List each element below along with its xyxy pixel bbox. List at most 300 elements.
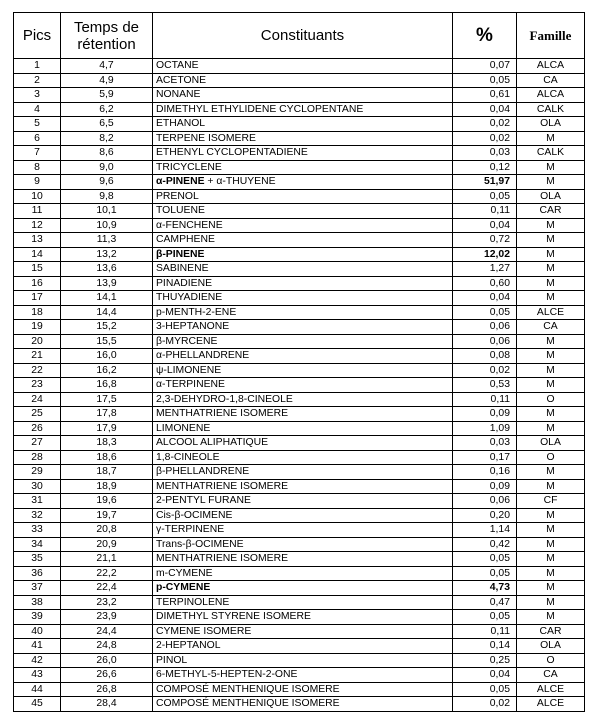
cell-pic: 4 xyxy=(14,102,61,117)
cell-percent: 0,04 xyxy=(453,291,517,306)
cell-famille: M xyxy=(517,233,585,248)
cell-percent: 4,73 xyxy=(453,581,517,596)
constituant-name: Trans-β-OCIMENE xyxy=(156,538,244,550)
constituant-name: COMPOSÉ MENTHENIQUE ISOMERE xyxy=(156,683,340,695)
cell-temps-retention: 19,7 xyxy=(61,508,153,523)
table-row xyxy=(14,73,585,88)
cell-percent: 0,25 xyxy=(453,653,517,668)
cell-temps-retention: 17,8 xyxy=(61,407,153,422)
cell-temps-retention: 13,2 xyxy=(61,247,153,262)
cell-percent: 0,08 xyxy=(453,349,517,364)
cell-temps-retention: 13,6 xyxy=(61,262,153,277)
constituant-extra: + α-THUYENE xyxy=(204,176,276,188)
table-row xyxy=(14,465,585,480)
cell-famille: M xyxy=(517,131,585,146)
table-row xyxy=(14,233,585,248)
header-constituants: Constituants xyxy=(153,13,453,59)
table-row xyxy=(14,363,585,378)
cell-temps-retention: 14,1 xyxy=(61,291,153,306)
cell-temps-retention: 14,4 xyxy=(61,305,153,320)
cell-percent: 1,27 xyxy=(453,262,517,277)
cell-temps-retention: 18,6 xyxy=(61,450,153,465)
cell-percent: 0,14 xyxy=(453,639,517,654)
cell-famille: M xyxy=(517,378,585,393)
table-row xyxy=(14,552,585,567)
cell-famille: M xyxy=(517,160,585,175)
table-row xyxy=(14,59,585,74)
cell-temps-retention: 4,9 xyxy=(61,73,153,88)
cell-temps-retention: 18,3 xyxy=(61,436,153,451)
table-body xyxy=(14,59,585,712)
header-temps-line2: rétention xyxy=(77,35,136,53)
cell-percent: 0,17 xyxy=(453,450,517,465)
cell-pic: 40 xyxy=(14,624,61,639)
cell-pic: 17 xyxy=(14,291,61,306)
constituant-name: PRENOL xyxy=(156,190,199,202)
constituant-name: TRICYCLENE xyxy=(156,161,222,173)
constituant-name: 2-HEPTANOL xyxy=(156,640,221,652)
constituant-name: 1,8-CINEOLE xyxy=(156,451,220,463)
constituant-name: p-CYMENE xyxy=(156,582,211,594)
constituant-name: MENTHATRIENE ISOMERE xyxy=(156,408,289,420)
constituant-name: TERPINOLENE xyxy=(156,596,230,608)
cell-temps-retention: 5,9 xyxy=(61,88,153,103)
cell-pic: 33 xyxy=(14,523,61,538)
cell-constituant xyxy=(153,682,453,697)
cell-pic: 26 xyxy=(14,421,61,436)
cell-constituant xyxy=(153,639,453,654)
table-row xyxy=(14,131,585,146)
table-row xyxy=(14,407,585,422)
constituant-name: PINOL xyxy=(156,654,188,666)
cell-constituant xyxy=(153,189,453,204)
cell-famille: ALCA xyxy=(517,59,585,74)
cell-pic: 43 xyxy=(14,668,61,683)
table-row xyxy=(14,146,585,161)
cell-constituant xyxy=(153,73,453,88)
cell-percent: 0,11 xyxy=(453,624,517,639)
cell-pic: 23 xyxy=(14,378,61,393)
cell-famille: M xyxy=(517,479,585,494)
cell-famille: CF xyxy=(517,494,585,509)
cell-pic: 31 xyxy=(14,494,61,509)
table-row xyxy=(14,595,585,610)
cell-constituant xyxy=(153,349,453,364)
cell-pic: 18 xyxy=(14,305,61,320)
cell-temps-retention: 16,2 xyxy=(61,363,153,378)
table-row xyxy=(14,537,585,552)
cell-constituant xyxy=(153,262,453,277)
cell-famille: CAR xyxy=(517,624,585,639)
cell-percent: 0,06 xyxy=(453,320,517,335)
table-row xyxy=(14,262,585,277)
constituant-name: OCTANE xyxy=(156,60,199,72)
cell-famille: M xyxy=(517,537,585,552)
cell-pic: 29 xyxy=(14,465,61,480)
cell-percent: 12,02 xyxy=(453,247,517,262)
cell-famille: ALCE xyxy=(517,305,585,320)
cell-constituant xyxy=(153,436,453,451)
cell-temps-retention: 4,7 xyxy=(61,59,153,74)
cell-pic: 22 xyxy=(14,363,61,378)
constituant-name: β-MYRCENE xyxy=(156,335,218,347)
cell-percent: 0,02 xyxy=(453,117,517,132)
cell-famille: CAR xyxy=(517,204,585,219)
cell-percent: 0,16 xyxy=(453,465,517,480)
cell-pic: 24 xyxy=(14,392,61,407)
table-row xyxy=(14,450,585,465)
cell-temps-retention: 8,6 xyxy=(61,146,153,161)
cell-pic: 15 xyxy=(14,262,61,277)
cell-constituant xyxy=(153,88,453,103)
cell-constituant xyxy=(153,552,453,567)
constituant-name: DIMETHYL ETHYLIDENE CYCLOPENTANE xyxy=(156,103,364,115)
cell-pic: 20 xyxy=(14,334,61,349)
constituant-name: 2,3-DEHYDRO-1,8-CINEOLE xyxy=(156,393,293,405)
constituant-name: Cis-β-OCIMENE xyxy=(156,509,233,521)
table-row xyxy=(14,88,585,103)
cell-temps-retention: 19,6 xyxy=(61,494,153,509)
header-row xyxy=(14,13,585,59)
cell-temps-retention: 22,2 xyxy=(61,566,153,581)
table-row xyxy=(14,697,585,712)
cell-temps-retention: 6,5 xyxy=(61,117,153,132)
cell-pic: 12 xyxy=(14,218,61,233)
table-row xyxy=(14,160,585,175)
cell-famille: CALK xyxy=(517,146,585,161)
constituant-name: ETHANOL xyxy=(156,118,206,130)
table-row xyxy=(14,653,585,668)
cell-temps-retention: 6,2 xyxy=(61,102,153,117)
cell-famille: M xyxy=(517,595,585,610)
cell-famille: M xyxy=(517,291,585,306)
cell-pic: 44 xyxy=(14,682,61,697)
constituant-name: β-PINENE xyxy=(156,248,205,260)
header-temps-line1: Temps de xyxy=(73,18,140,36)
table-row xyxy=(14,479,585,494)
header-temps-retention xyxy=(61,13,153,59)
cell-temps-retention: 23,9 xyxy=(61,610,153,625)
cell-famille: OLA xyxy=(517,117,585,132)
cell-famille: M xyxy=(517,610,585,625)
cell-famille: M xyxy=(517,218,585,233)
cell-percent: 0,02 xyxy=(453,363,517,378)
cell-temps-retention: 9,6 xyxy=(61,175,153,190)
cell-constituant xyxy=(153,305,453,320)
cell-percent: 1,14 xyxy=(453,523,517,538)
cell-percent: 0,04 xyxy=(453,218,517,233)
cell-percent: 1,09 xyxy=(453,421,517,436)
table-row xyxy=(14,639,585,654)
cell-percent: 0,04 xyxy=(453,668,517,683)
cell-constituant xyxy=(153,334,453,349)
cell-percent: 0,09 xyxy=(453,479,517,494)
table-row xyxy=(14,421,585,436)
table-row xyxy=(14,378,585,393)
cell-constituant xyxy=(153,204,453,219)
cell-constituant xyxy=(153,276,453,291)
cell-temps-retention: 28,4 xyxy=(61,697,153,712)
cell-percent: 0,11 xyxy=(453,392,517,407)
cell-pic: 41 xyxy=(14,639,61,654)
cell-famille: OLA xyxy=(517,436,585,451)
cell-constituant xyxy=(153,117,453,132)
cell-famille: M xyxy=(517,566,585,581)
cell-constituant xyxy=(153,247,453,262)
cell-pic: 28 xyxy=(14,450,61,465)
cell-pic: 16 xyxy=(14,276,61,291)
table-header xyxy=(14,13,585,59)
constituant-name: ETHENYL CYCLOPENTADIENE xyxy=(156,147,308,159)
cell-pic: 5 xyxy=(14,117,61,132)
cell-percent: 0,05 xyxy=(453,682,517,697)
cell-pic: 11 xyxy=(14,204,61,219)
cell-percent: 0,06 xyxy=(453,494,517,509)
cell-famille: CA xyxy=(517,73,585,88)
cell-temps-retention: 16,8 xyxy=(61,378,153,393)
cell-constituant xyxy=(153,479,453,494)
cell-temps-retention: 13,9 xyxy=(61,276,153,291)
cell-percent: 0,20 xyxy=(453,508,517,523)
cell-famille: M xyxy=(517,247,585,262)
cell-constituant xyxy=(153,537,453,552)
cell-percent: 0,47 xyxy=(453,595,517,610)
cell-constituant xyxy=(153,175,453,190)
cell-pic: 2 xyxy=(14,73,61,88)
cell-constituant xyxy=(153,291,453,306)
cell-pic: 38 xyxy=(14,595,61,610)
cell-pic: 19 xyxy=(14,320,61,335)
constituant-name: α-PINENE xyxy=(156,176,205,188)
cell-constituant xyxy=(153,320,453,335)
cell-constituant xyxy=(153,407,453,422)
constituant-name: TERPENE ISOMERE xyxy=(156,132,256,144)
table-row xyxy=(14,566,585,581)
cell-constituant xyxy=(153,566,453,581)
constituant-name: α-TERPINENE xyxy=(156,379,225,391)
cell-pic: 32 xyxy=(14,508,61,523)
table-row xyxy=(14,305,585,320)
cell-percent: 0,05 xyxy=(453,305,517,320)
cell-constituant xyxy=(153,494,453,509)
cell-pic: 21 xyxy=(14,349,61,364)
table-row xyxy=(14,247,585,262)
cell-constituant xyxy=(153,59,453,74)
constituant-name: CAMPHENE xyxy=(156,234,215,246)
cell-constituant xyxy=(153,233,453,248)
cell-constituant xyxy=(153,146,453,161)
constituant-name: COMPOSÉ MENTHENIQUE ISOMERE xyxy=(156,698,340,710)
cell-percent: 0,12 xyxy=(453,160,517,175)
cell-percent: 0,42 xyxy=(453,537,517,552)
constituant-name: ALCOOL ALIPHATIQUE xyxy=(156,437,269,449)
constituant-name: α-FENCHENE xyxy=(156,219,223,231)
table-row xyxy=(14,508,585,523)
cell-constituant xyxy=(153,697,453,712)
constituant-name: CYMENE ISOMERE xyxy=(156,625,252,637)
cell-percent: 0,60 xyxy=(453,276,517,291)
cell-temps-retention: 24,8 xyxy=(61,639,153,654)
cell-famille: M xyxy=(517,421,585,436)
header-pics: Pics xyxy=(14,13,61,59)
constituant-name: ψ-LIMONENE xyxy=(156,364,222,376)
cell-temps-retention: 24,4 xyxy=(61,624,153,639)
constituant-name: p-MENTH-2-ENE xyxy=(156,306,237,318)
cell-temps-retention: 20,9 xyxy=(61,537,153,552)
constituant-name: NONANE xyxy=(156,89,201,101)
constituant-name: LIMONENE xyxy=(156,422,211,434)
cell-constituant xyxy=(153,363,453,378)
cell-famille: CA xyxy=(517,668,585,683)
cell-pic: 14 xyxy=(14,247,61,262)
cell-constituant xyxy=(153,131,453,146)
cell-constituant xyxy=(153,218,453,233)
cell-famille: M xyxy=(517,349,585,364)
cell-famille: M xyxy=(517,276,585,291)
cell-percent: 0,05 xyxy=(453,189,517,204)
cell-temps-retention: 26,6 xyxy=(61,668,153,683)
cell-constituant xyxy=(153,102,453,117)
cell-pic: 9 xyxy=(14,175,61,190)
cell-pic: 39 xyxy=(14,610,61,625)
cell-famille: M xyxy=(517,407,585,422)
cell-percent: 0,04 xyxy=(453,102,517,117)
cell-temps-retention: 15,2 xyxy=(61,320,153,335)
constituant-name: m-CYMENE xyxy=(156,567,213,579)
cell-percent: 0,06 xyxy=(453,334,517,349)
table-row xyxy=(14,392,585,407)
cell-constituant xyxy=(153,160,453,175)
cell-pic: 30 xyxy=(14,479,61,494)
constituant-name: TOLUENE xyxy=(156,205,205,217)
cell-pic: 27 xyxy=(14,436,61,451)
constituant-name: 2-PENTYL FURANE xyxy=(156,495,251,507)
cell-temps-retention: 26,0 xyxy=(61,653,153,668)
cell-temps-retention: 16,0 xyxy=(61,349,153,364)
table-row xyxy=(14,581,585,596)
cell-constituant xyxy=(153,450,453,465)
cell-pic: 34 xyxy=(14,537,61,552)
cell-pic: 3 xyxy=(14,88,61,103)
cell-constituant xyxy=(153,378,453,393)
table-row xyxy=(14,204,585,219)
cell-constituant xyxy=(153,610,453,625)
table-row xyxy=(14,624,585,639)
cell-temps-retention: 11,3 xyxy=(61,233,153,248)
cell-percent: 0,05 xyxy=(453,610,517,625)
cell-percent: 0,05 xyxy=(453,552,517,567)
cell-pic: 7 xyxy=(14,146,61,161)
cell-percent: 51,97 xyxy=(453,175,517,190)
cell-percent: 0,02 xyxy=(453,697,517,712)
cell-constituant xyxy=(153,392,453,407)
constituant-name: SABINENE xyxy=(156,263,209,275)
cell-percent: 0,05 xyxy=(453,566,517,581)
cell-famille: OLA xyxy=(517,189,585,204)
cell-famille: ALCE xyxy=(517,697,585,712)
cell-famille: M xyxy=(517,363,585,378)
cell-famille: ALCA xyxy=(517,88,585,103)
cell-pic: 36 xyxy=(14,566,61,581)
header-famille: Famille xyxy=(517,13,585,59)
cell-percent: 0,03 xyxy=(453,436,517,451)
cell-famille: O xyxy=(517,450,585,465)
cell-constituant xyxy=(153,421,453,436)
table-row xyxy=(14,523,585,538)
cell-temps-retention: 20,8 xyxy=(61,523,153,538)
cell-pic: 35 xyxy=(14,552,61,567)
cell-temps-retention: 17,5 xyxy=(61,392,153,407)
cell-famille: O xyxy=(517,392,585,407)
table-row xyxy=(14,276,585,291)
constituant-name: DIMETHYL STYRENE ISOMERE xyxy=(156,611,311,623)
constituant-name: ACETONE xyxy=(156,74,207,86)
cell-famille: OLA xyxy=(517,639,585,654)
cell-percent: 0,03 xyxy=(453,146,517,161)
table-row xyxy=(14,436,585,451)
cell-constituant xyxy=(153,508,453,523)
cell-temps-retention: 10,9 xyxy=(61,218,153,233)
cell-pic: 1 xyxy=(14,59,61,74)
cell-temps-retention: 8,2 xyxy=(61,131,153,146)
table-row xyxy=(14,682,585,697)
cell-temps-retention: 26,8 xyxy=(61,682,153,697)
cell-constituant xyxy=(153,595,453,610)
cell-constituant xyxy=(153,581,453,596)
constituant-name: α-PHELLANDRENE xyxy=(156,350,250,362)
cell-percent: 0,02 xyxy=(453,131,517,146)
cell-temps-retention: 15,5 xyxy=(61,334,153,349)
table-row xyxy=(14,175,585,190)
cell-temps-retention: 18,7 xyxy=(61,465,153,480)
cell-temps-retention: 9,0 xyxy=(61,160,153,175)
cell-pic: 10 xyxy=(14,189,61,204)
cell-percent: 0,09 xyxy=(453,407,517,422)
constituant-name: 3-HEPTANONE xyxy=(156,321,230,333)
table-row xyxy=(14,218,585,233)
cell-temps-retention: 9,8 xyxy=(61,189,153,204)
table-row xyxy=(14,117,585,132)
cell-pic: 45 xyxy=(14,697,61,712)
cell-famille: ALCE xyxy=(517,682,585,697)
cell-famille: O xyxy=(517,653,585,668)
cell-percent: 0,61 xyxy=(453,88,517,103)
table-row xyxy=(14,320,585,335)
table-row xyxy=(14,668,585,683)
cell-famille: M xyxy=(517,552,585,567)
table-row xyxy=(14,349,585,364)
cell-percent: 0,53 xyxy=(453,378,517,393)
cell-famille: M xyxy=(517,465,585,480)
table-row xyxy=(14,189,585,204)
cell-famille: M xyxy=(517,262,585,277)
composition-table xyxy=(13,12,585,712)
cell-percent: 0,07 xyxy=(453,59,517,74)
table-row xyxy=(14,102,585,117)
cell-constituant xyxy=(153,465,453,480)
cell-constituant xyxy=(153,653,453,668)
header-percent: % xyxy=(453,13,517,59)
constituant-name: MENTHATRIENE ISOMERE xyxy=(156,553,289,565)
cell-pic: 42 xyxy=(14,653,61,668)
cell-pic: 8 xyxy=(14,160,61,175)
constituant-name: MENTHATRIENE ISOMERE xyxy=(156,480,289,492)
cell-constituant xyxy=(153,668,453,683)
cell-percent: 0,05 xyxy=(453,73,517,88)
constituant-name: 6-METHYL-5-HEPTEN-2-ONE xyxy=(156,669,298,681)
cell-famille: M xyxy=(517,334,585,349)
cell-constituant xyxy=(153,624,453,639)
